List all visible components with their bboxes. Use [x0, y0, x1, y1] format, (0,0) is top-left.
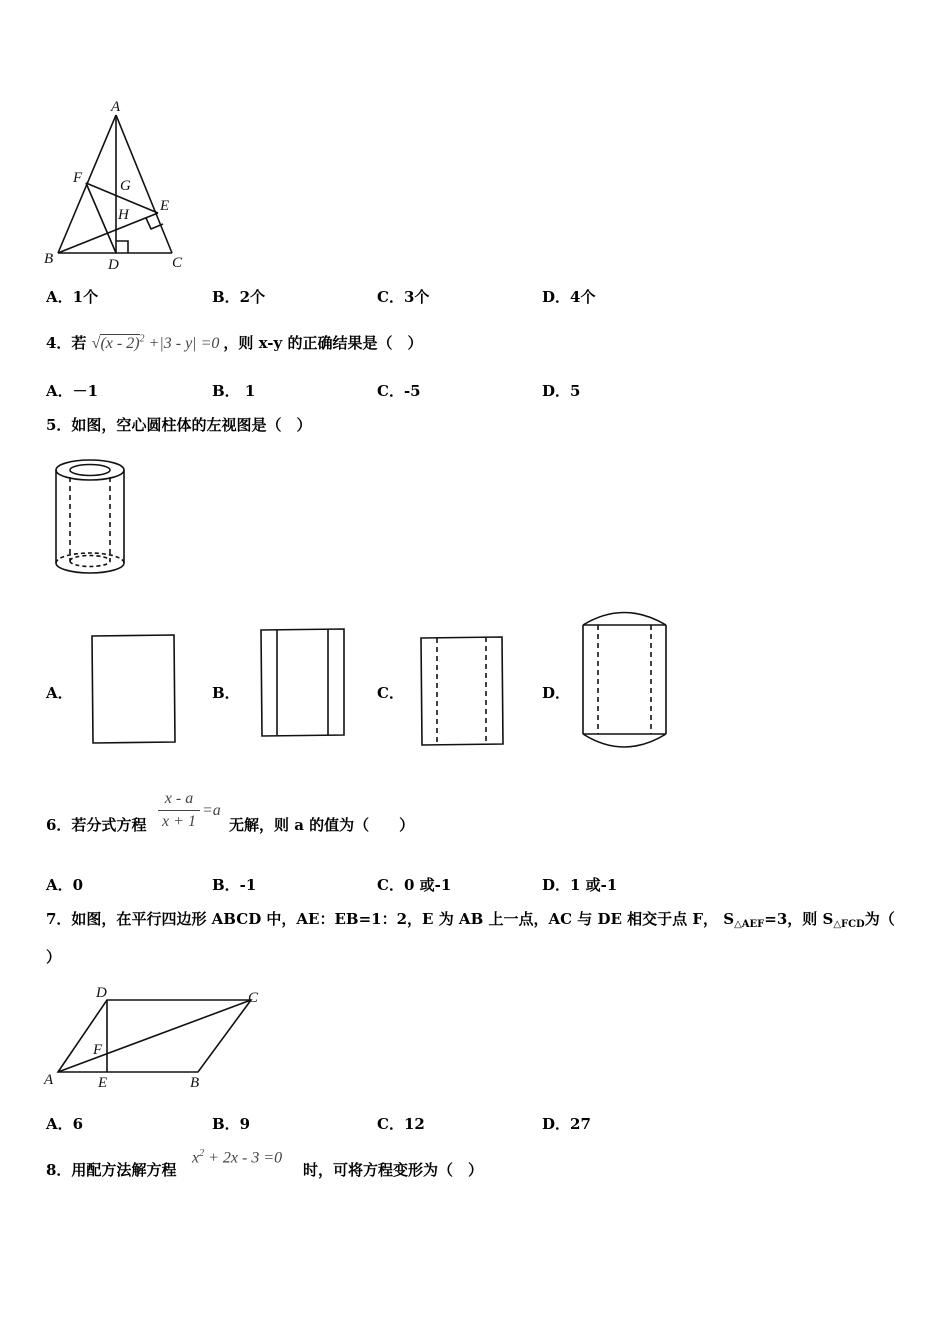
label-d: D [108, 257, 119, 273]
q7-option-c[interactable]: C．12 [377, 1115, 425, 1133]
q7-option-a[interactable]: A．6 [46, 1115, 84, 1133]
hollow-cylinder-figure [50, 455, 132, 580]
q5-option-d-figure[interactable] [580, 608, 670, 753]
q4-prefix: 4．若 [46, 334, 87, 352]
q6-option-c[interactable]: C．0 或-1 [377, 876, 452, 894]
q7-text-1: 7．如图，在平行四边形 ABCD 中，AE：EB=1：2，E 为 AB 上一点，AC 与 DE 相交于点 F， S [46, 910, 735, 928]
q3-option-b[interactable]: B．2个 [212, 288, 266, 306]
q6-option-a[interactable]: A．0 [46, 876, 84, 894]
label-c: C [172, 255, 183, 271]
q5-option-a-label[interactable]: A． [46, 684, 73, 702]
q6-option-b[interactable]: B．-1 [212, 876, 257, 894]
q4-option-c[interactable]: C．-5 [377, 382, 421, 400]
q4-equation [92, 335, 224, 352]
label-g: G [120, 178, 131, 194]
label-a: A [111, 99, 121, 115]
q3-option-c[interactable]: C．3个 [377, 288, 430, 306]
q5-option-b-figure[interactable] [258, 626, 348, 738]
q4-abs-part: +|3 - y| =0 [148, 335, 220, 352]
q7-option-d[interactable]: D．27 [542, 1115, 591, 1133]
label-b: B [44, 251, 54, 267]
q6-suffix: 无解，则 a 的值为（ ） [229, 816, 415, 834]
q4-sqrt-body: (x - 2) [100, 335, 140, 352]
q4-option-a[interactable]: A．－1 [46, 382, 99, 400]
q5-option-a-figure[interactable] [90, 632, 178, 746]
q7-text-3: 为（ [864, 910, 895, 928]
q5-option-c-label[interactable]: C． [377, 684, 404, 702]
q5-stem: 5．如图，空心圆柱体的左视图是（ ） [46, 416, 312, 434]
parallelogram-figure [40, 982, 270, 1092]
q8-x: x [192, 1149, 200, 1167]
q8-equation [192, 1148, 282, 1167]
q8-suffix: 时，可将方程变形为（ ） [303, 1161, 484, 1179]
q6-prefix: 6．若分式方程 [46, 816, 147, 834]
label-b: B [190, 1075, 200, 1091]
triangle-figure [40, 95, 200, 275]
q7-option-b[interactable]: B．9 [212, 1115, 251, 1133]
q4-option-d[interactable]: D．5 [542, 382, 581, 400]
right-angle-d [116, 241, 128, 253]
q7-text-2: =3，则 S [764, 910, 834, 928]
q6-numerator: x - a [158, 790, 200, 811]
q6-denominator: x + 1 [162, 813, 196, 830]
q8-prefix: 8．用配方法解方程 [46, 1161, 177, 1179]
label-f: F [73, 170, 83, 186]
q5-option-b-label[interactable]: B． [212, 684, 240, 702]
q8-rest: + 2x - 3 =0 [208, 1149, 283, 1167]
q3-option-d[interactable]: D．4个 [542, 288, 596, 306]
q3-option-a[interactable]: A．1个 [46, 288, 99, 306]
q6-fraction [158, 790, 200, 831]
label-d: D [96, 985, 107, 1001]
q7-sub-fcd: △FCD [833, 919, 865, 930]
q4-stem [46, 332, 422, 353]
q4-suffix: ，则 x-y 的正确结果是（ ） [223, 334, 423, 352]
label-h: H [118, 207, 129, 223]
label-c: C [248, 990, 259, 1006]
label-a: A [44, 1072, 54, 1088]
q7-stem-line2: ） [46, 948, 62, 966]
q4-exponent: 2 [139, 333, 145, 345]
sqrt-symbol: √ [91, 335, 101, 352]
q6-equals: =a [202, 802, 221, 819]
q7-stem [46, 908, 895, 929]
label-e: E [98, 1075, 108, 1091]
q5-option-c-figure[interactable] [418, 634, 506, 748]
label-f: F [93, 1042, 103, 1058]
q5-option-d-label[interactable]: D． [542, 684, 571, 702]
diagonal-ac [58, 1000, 251, 1072]
label-e: E [160, 198, 170, 214]
q4-option-b[interactable]: B． 1 [212, 382, 256, 400]
q6-option-d[interactable]: D．1 或-1 [542, 876, 618, 894]
q7-sub-aef: △AEF [734, 919, 765, 930]
q8-exponent: 2 [199, 1148, 205, 1159]
